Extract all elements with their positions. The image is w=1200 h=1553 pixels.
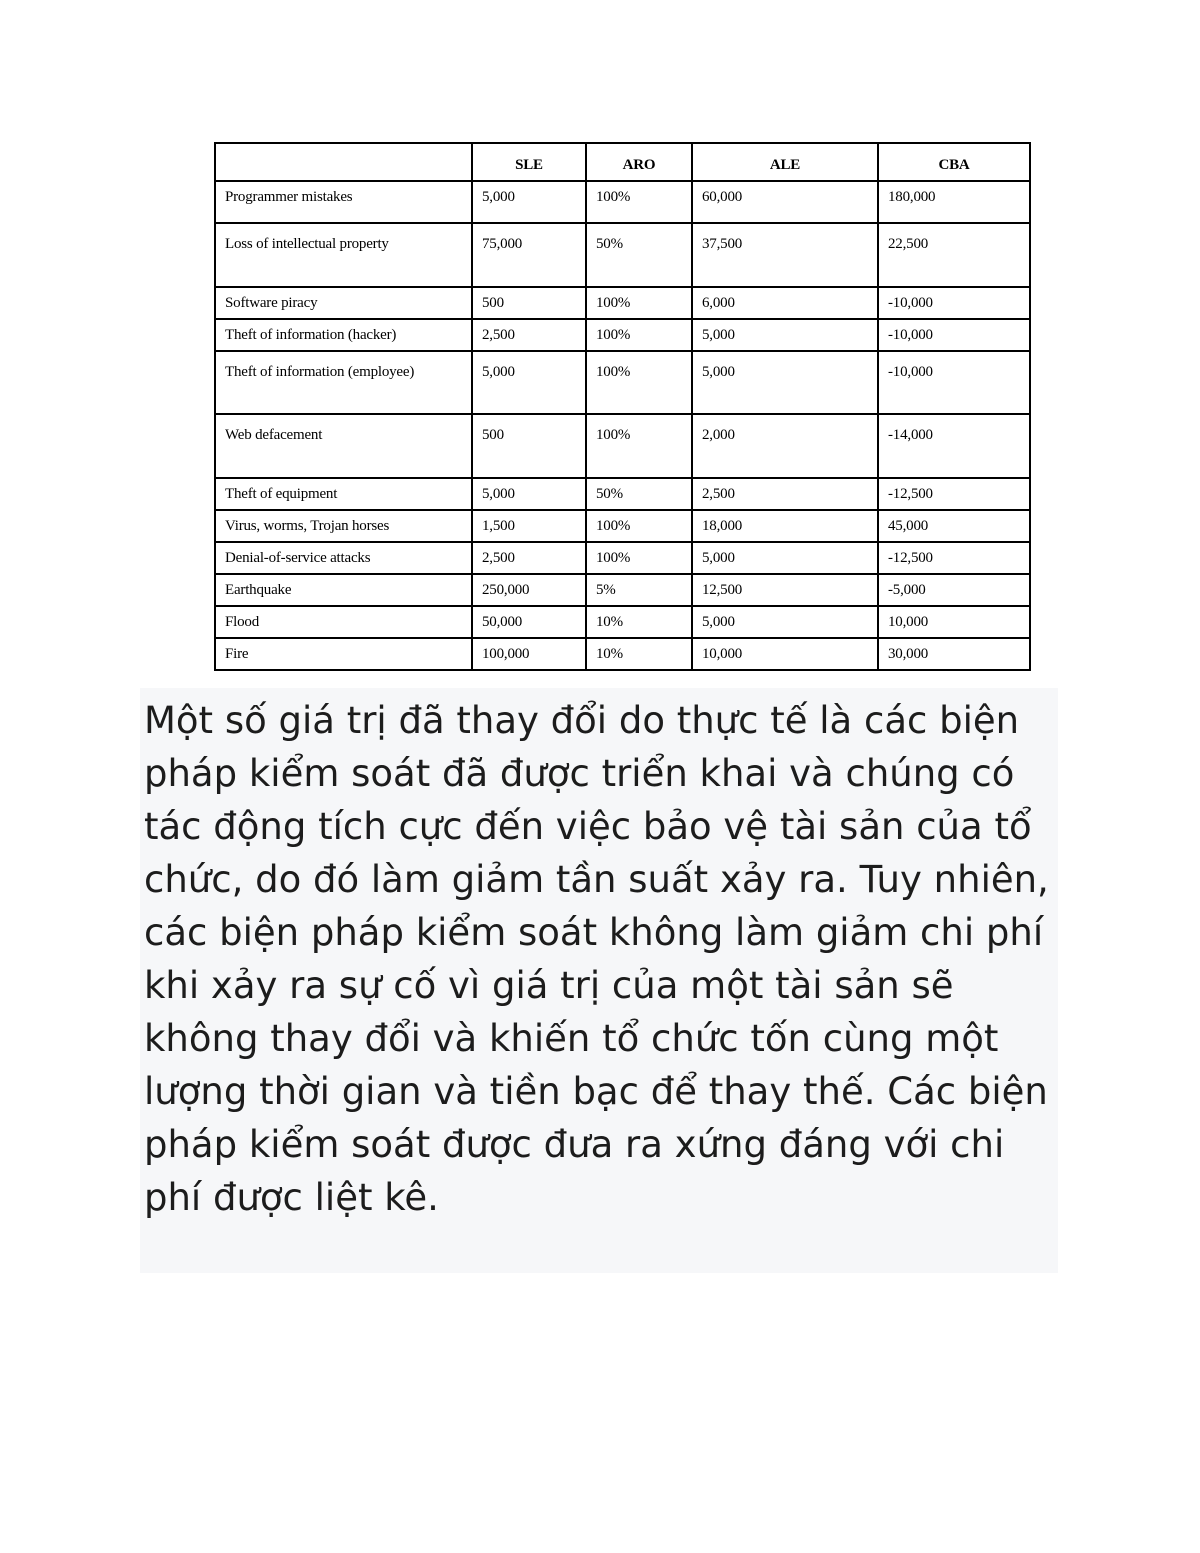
cba-cell: 45,000 — [878, 510, 1030, 542]
explanation-paragraph: Một số giá trị đã thay đổi do thực tế là các biện pháp kiểm soát đã được triển khai và chúng có tác động tích cực đến việc bảo vệ tài sản của tổ chức, do đó làm giảm tần suất xảy ra. Tuy nhiên, các biện pháp kiểm soát không làm giảm chi phí khi xảy ra sự cố vì giá trị của một tài sản sẽ không thay đổi và khiến tổ chức tốn cùng một lượng thời gian và tiền bạc để thay thế. Các biện pháp kiểm soát được đưa ra xứng đáng với chi phí được liệt kê. — [140, 688, 1058, 1273]
ale-cell: 2,000 — [692, 414, 878, 478]
table-row — [215, 287, 1030, 319]
table-row — [215, 574, 1030, 606]
aro-cell: 10% — [586, 638, 692, 670]
threat-cell: Web defacement — [215, 414, 472, 478]
threat-cell: Programmer mistakes — [215, 181, 472, 223]
cba-cell: 30,000 — [878, 638, 1030, 670]
table-row — [215, 542, 1030, 574]
sle-cell: 2,500 — [472, 319, 586, 351]
sle-cell: 5,000 — [472, 181, 586, 223]
cba-cell: -5,000 — [878, 574, 1030, 606]
threat-cell: Fire — [215, 638, 472, 670]
cba-cell: 10,000 — [878, 606, 1030, 638]
cba-cell: 180,000 — [878, 181, 1030, 223]
table-row — [215, 351, 1030, 414]
header-ale: ALE — [692, 143, 878, 181]
ale-cell: 60,000 — [692, 181, 878, 223]
cba-cell: -10,000 — [878, 319, 1030, 351]
aro-cell: 100% — [586, 319, 692, 351]
aro-cell: 100% — [586, 351, 692, 414]
table-row — [215, 478, 1030, 510]
threat-cell: Flood — [215, 606, 472, 638]
table-row — [215, 606, 1030, 638]
table-row — [215, 319, 1030, 351]
threat-cell: Theft of equipment — [215, 478, 472, 510]
ale-cell: 5,000 — [692, 542, 878, 574]
cba-cell: -12,500 — [878, 478, 1030, 510]
table-header-row — [215, 143, 1030, 181]
ale-cell: 37,500 — [692, 223, 878, 287]
table-row — [215, 510, 1030, 542]
ale-cell: 6,000 — [692, 287, 878, 319]
sle-cell: 5,000 — [472, 351, 586, 414]
ale-cell: 5,000 — [692, 319, 878, 351]
header-sle: SLE — [472, 143, 586, 181]
ale-cell: 12,500 — [692, 574, 878, 606]
ale-cell: 5,000 — [692, 351, 878, 414]
risk-analysis-table — [214, 142, 1031, 671]
sle-cell: 2,500 — [472, 542, 586, 574]
header-cba: CBA — [878, 143, 1030, 181]
threat-cell: Theft of information (employee) — [215, 351, 472, 414]
sle-cell: 5,000 — [472, 478, 586, 510]
sle-cell: 500 — [472, 287, 586, 319]
table-row — [215, 414, 1030, 478]
aro-cell: 5% — [586, 574, 692, 606]
header-aro: ARO — [586, 143, 692, 181]
sle-cell: 1,500 — [472, 510, 586, 542]
sle-cell: 50,000 — [472, 606, 586, 638]
table-row — [215, 638, 1030, 670]
cba-cell: -12,500 — [878, 542, 1030, 574]
table-row — [215, 223, 1030, 287]
cba-cell: -14,000 — [878, 414, 1030, 478]
table-row — [215, 181, 1030, 223]
cba-cell: -10,000 — [878, 351, 1030, 414]
sle-cell: 100,000 — [472, 638, 586, 670]
aro-cell: 100% — [586, 287, 692, 319]
aro-cell: 50% — [586, 223, 692, 287]
aro-cell: 100% — [586, 414, 692, 478]
sle-cell: 75,000 — [472, 223, 586, 287]
aro-cell: 50% — [586, 478, 692, 510]
aro-cell: 10% — [586, 606, 692, 638]
ale-cell: 18,000 — [692, 510, 878, 542]
header-threat — [215, 143, 472, 181]
ale-cell: 2,500 — [692, 478, 878, 510]
aro-cell: 100% — [586, 181, 692, 223]
cba-cell: -10,000 — [878, 287, 1030, 319]
threat-cell: Software piracy — [215, 287, 472, 319]
aro-cell: 100% — [586, 510, 692, 542]
ale-cell: 5,000 — [692, 606, 878, 638]
threat-cell: Theft of information (hacker) — [215, 319, 472, 351]
sle-cell: 500 — [472, 414, 586, 478]
cba-cell: 22,500 — [878, 223, 1030, 287]
ale-cell: 10,000 — [692, 638, 878, 670]
threat-cell: Earthquake — [215, 574, 472, 606]
aro-cell: 100% — [586, 542, 692, 574]
threat-cell: Denial-of-service attacks — [215, 542, 472, 574]
threat-cell: Virus, worms, Trojan horses — [215, 510, 472, 542]
sle-cell: 250,000 — [472, 574, 586, 606]
threat-cell: Loss of intellectual property — [215, 223, 472, 287]
